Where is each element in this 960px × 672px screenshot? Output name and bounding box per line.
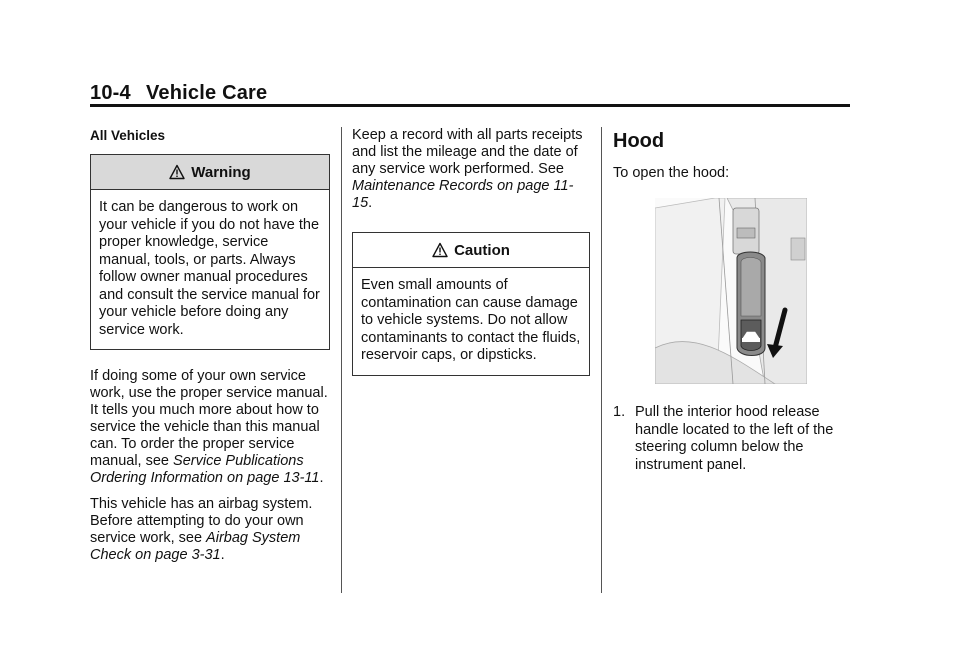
- column-divider: [341, 127, 342, 593]
- column-1: [90, 127, 330, 573]
- airbag-paragraph: [90, 496, 330, 564]
- paragraph-end: .: [368, 195, 373, 211]
- page-header: [90, 82, 850, 106]
- caution-body: Even small amounts of contamination can cause damage to vehicle systems. Do not allow contaminants to contact the fluids, reservoir caps, or dipsticks.: [361, 277, 581, 363]
- column-divider: [601, 127, 602, 593]
- chapter-title: Vehicle Care: [146, 82, 268, 104]
- step-text: Pull the interior hood release handle located to the left of the steering column below the instrument panel.: [635, 404, 834, 473]
- caution-box: [352, 232, 590, 376]
- warning-box: [90, 154, 330, 350]
- service-manual-paragraph: [90, 368, 330, 487]
- warning-header: [91, 155, 329, 190]
- caution-header: [353, 233, 589, 268]
- header-rule: [90, 104, 850, 107]
- step-number: 1.: [613, 404, 626, 420]
- column-3: [613, 127, 853, 474]
- column-2: [352, 127, 590, 394]
- paragraph-end: .: [319, 470, 324, 486]
- hood-release-handle-illustration: [655, 198, 807, 384]
- warning-title: Warning: [191, 163, 251, 181]
- warning-triangle-icon: [169, 164, 185, 180]
- hood-heading: Hood: [613, 130, 665, 152]
- subheading-all-vehicles: All Vehicles: [90, 128, 166, 143]
- paragraph-text: This vehicle has an airbag system. Before attempting to do your own service work, see: [90, 496, 313, 546]
- warning-triangle-icon: [432, 242, 448, 258]
- paragraph-end: .: [220, 547, 225, 563]
- page-number: 10-4: [90, 82, 131, 104]
- airbag-system-check-link[interactable]: Airbag System Check on page 3-31: [90, 530, 301, 563]
- paragraph-text: Keep a record with all parts receipts and list the mileage and the date of any service work performed. See: [352, 127, 583, 177]
- paragraph-text: If doing some of your own service work, use the proper service manual. It tells you much more about how to service the vehicle than this manual can. To order the proper service manual, see: [90, 368, 328, 469]
- records-paragraph: [352, 127, 590, 212]
- hood-intro: To open the hood:: [613, 165, 730, 181]
- maintenance-records-link[interactable]: Maintenance Records on page 11-15: [352, 178, 574, 211]
- warning-body: It can be dangerous to work on your vehicle if you do not have the proper knowledge, service manual, tools, or parts. Always follow owner manual procedures and consult the service manual for your vehicle before doing any service work.: [99, 199, 320, 338]
- step-item: [613, 404, 853, 474]
- caution-title: Caution: [454, 241, 510, 259]
- service-publications-link[interactable]: Service Publications Ordering Information on page 13-11: [90, 453, 320, 486]
